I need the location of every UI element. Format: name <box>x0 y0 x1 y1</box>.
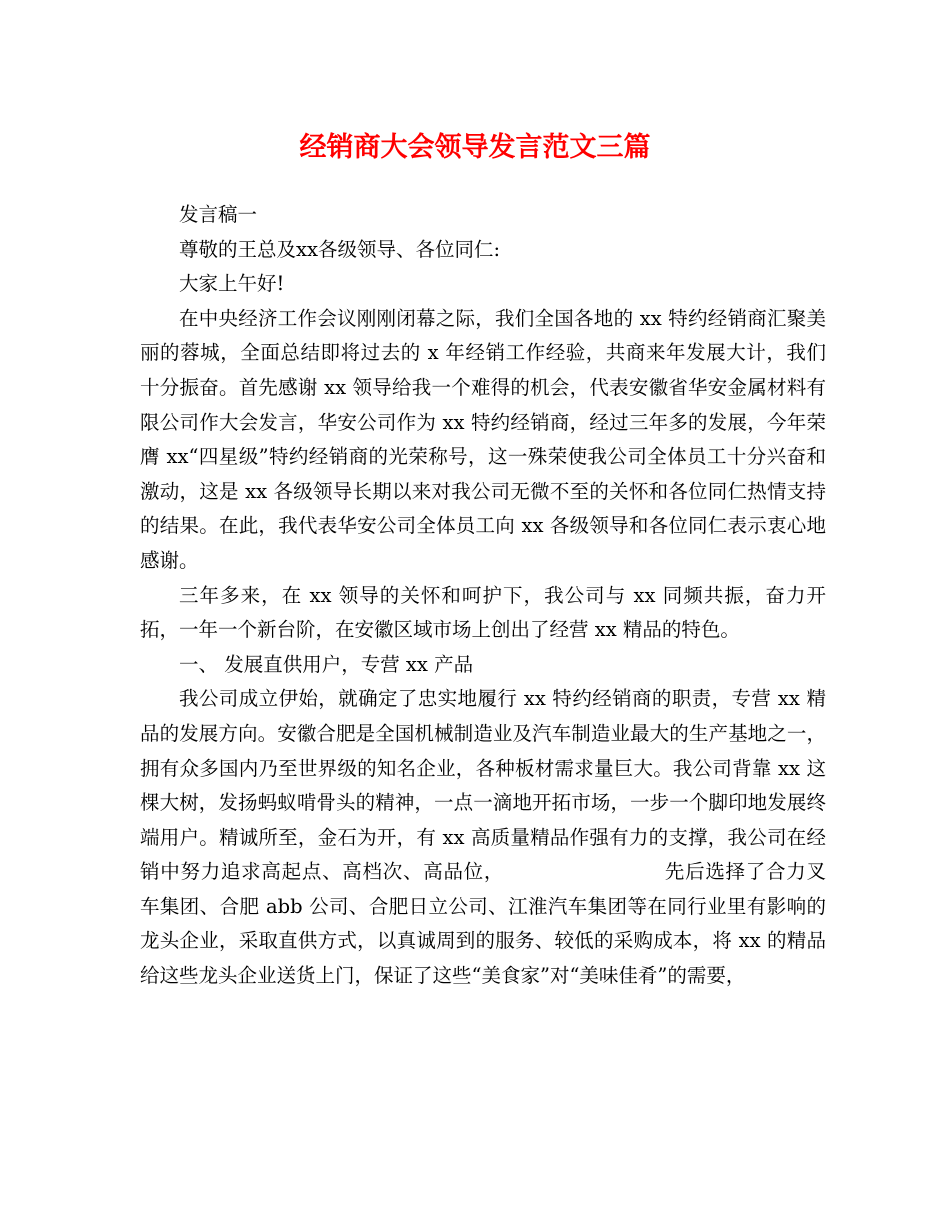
paragraph-founding <box>140 682 826 993</box>
document-title: 经销商大会领导发言范文三篇 <box>299 132 651 163</box>
paragraph-greeting: 大家上午好! <box>179 272 285 296</box>
paragraph-founding-continuation: 先后选择了合力叉车集团、合肥 abb 公司、合肥日立公司、江淮汽车集团等在同行业里有影响的龙头企业，采取直供方式，以真诚周到的服务、较低的采购成本，将 xx 的精品给这些龙头企业送货上门，保证了这些“美食家”对“美味佳肴”的需要， <box>140 860 826 988</box>
section-heading-one: 一、 发展直供用户，专营 xx 产品 <box>179 652 474 676</box>
paragraph-founding-text: 我公司成立伊始，就确定了忠实地履行 xx 特约经销商的职责，专营 xx 精品的发展方向。安徽合肥是全国机械制造业及汽车制造业最大的生产基地之一，拥有众多国内乃至世界级的知名企业，各种板材需求量巨大。我公司背靠 xx 这棵大树，发扬蚂蚁啃骨头的精神，一点一滴地开拓市场，一步一个脚印地发展终端用户。精诚所至，金石为开，有 xx 高质量精品作强有力的支撑，我公司在经销中努力追求高起点、高档次、高品位， <box>140 687 826 884</box>
paragraph-salutation: 尊敬的王总及xx各级领导、各位同仁: <box>179 237 501 261</box>
document-body <box>140 198 826 994</box>
paragraph-speech-label: 发言稿一 <box>179 203 258 226</box>
paragraph-three-years: 三年多来，在 xx 领导的关怀和呵护下，我公司与 xx 同频共振，奋力开拓，一年一个新台阶，在安徽区域市场上创出了经营 xx 精品的特色。 <box>140 583 826 642</box>
paragraph-opening: 在中央经济工作会议刚刚闭幕之际，我们全国各地的 xx 特约经销商汇聚美丽的蓉城，全面总结即将过去的 x 年经销工作经验，共商来年发展大计，我们十分振奋。首先感谢 xx 领导给我一个难得的机会，代表安徽省华安金属材料有限公司作大会发言，华安公司作为 xx 特约经销商，经过三年多的发展，今年荣膺 xx“四星级”特约经销商的光荣称号，这一殊荣使我公司全体员工十分兴奋和激动，这是 xx 各级领导长期以来对我公司无微不至的关怀和各位同仁热情支持的结果。在此，我代表华安公司全体员工向 xx 各级领导和各位同仁表示衷心地感谢。 <box>140 306 826 572</box>
